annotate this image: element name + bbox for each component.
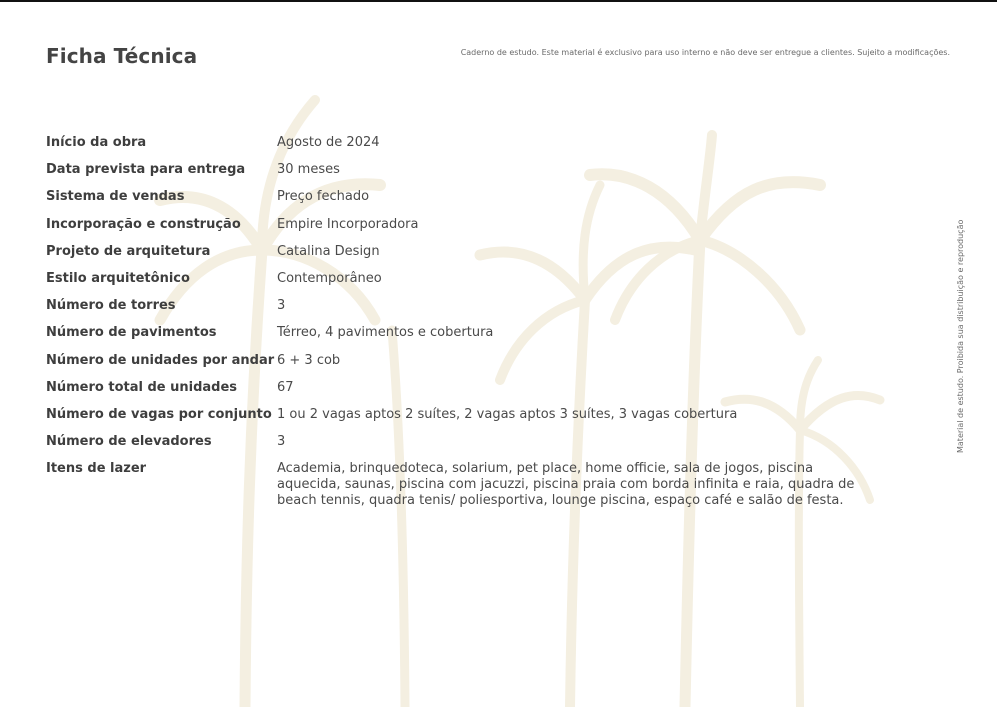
spec-label: Início da obra	[46, 135, 147, 150]
spec-row-pavimentos	[46, 324, 876, 351]
spec-label: Número de elevadores	[46, 434, 212, 450]
spec-label: Sistema de vendas	[46, 189, 185, 205]
spec-value: Térreo, 4 pavimentos e cobertura	[277, 325, 494, 341]
spec-label: Número de vagas por conjunto	[46, 406, 272, 422]
spec-row-lazer	[46, 460, 876, 509]
spec-label: Projeto de arquitetura	[46, 243, 211, 259]
spec-value: 3	[277, 298, 286, 314]
spec-value: 3	[277, 434, 286, 450]
spec-value: 67	[277, 379, 294, 395]
spec-value: Preço fechado	[277, 189, 370, 205]
top-rule	[0, 0, 997, 2]
spec-label: Número de torres	[46, 298, 176, 314]
spec-value: Academia, brinquedoteca, solarium, pet place, home officie, sala de jogos, piscina aquecida, saunas, piscina com jacuzzi, piscina praia com borda infinita e raia, quadra de beach tennis, quadra tenis/ poliesportiva, lounge piscina, espaço café e salão de festa.	[277, 461, 855, 509]
spec-row-entrega	[46, 161, 876, 188]
spec-label: Número de unidades por andar	[46, 352, 275, 368]
page-title: Ficha Técnica	[46, 44, 198, 68]
spec-table	[46, 134, 876, 509]
spec-value: Empire Incorporadora	[277, 216, 419, 232]
disclaimer-note: Caderno de estudo. Este material é exclusivo para uso interno e não deve ser entregue a clientes. Sujeito a modificações.	[460, 48, 950, 57]
spec-label: Estilo arquitetônico	[46, 270, 190, 286]
spec-label: Incorporação e construção	[46, 216, 241, 232]
spec-value: Agosto de 2024	[277, 135, 380, 150]
spec-value: 6 + 3 cob	[277, 352, 341, 368]
spec-label: Número total de unidades	[46, 379, 238, 395]
side-note-vertical: Material de estudo. Proibida sua distribuição e reprodução	[956, 219, 965, 453]
spec-row-unidades-andar	[46, 352, 876, 379]
spec-label: Data prevista para entrega	[46, 162, 246, 178]
spec-row-torres	[46, 297, 876, 324]
spec-row-elevadores	[46, 433, 876, 460]
spec-row-inicio	[46, 134, 876, 161]
spec-row-estilo	[46, 270, 876, 297]
spec-row-incorporacao	[46, 216, 876, 243]
spec-value: Contemporâneo	[277, 270, 382, 286]
spec-row-arquitetura	[46, 243, 876, 270]
spec-label: Número de pavimentos	[46, 325, 217, 341]
spec-value: Catalina Design	[277, 243, 380, 259]
spec-row-vagas	[46, 406, 876, 433]
spec-row-total-unidades	[46, 379, 876, 406]
spec-value: 30 meses	[277, 162, 340, 178]
spec-label: Itens de lazer	[46, 461, 147, 477]
spec-row-vendas	[46, 188, 876, 215]
spec-value: 1 ou 2 vagas aptos 2 suítes, 2 vagas aptos 3 suítes, 3 vagas cobertura	[277, 406, 738, 422]
